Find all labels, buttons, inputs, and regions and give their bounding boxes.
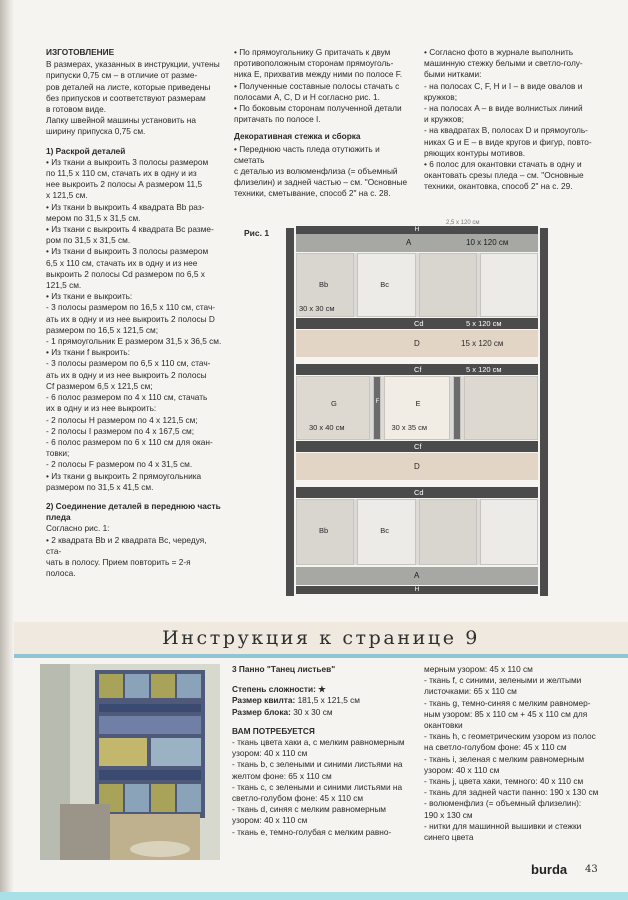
text-line: • Из ткани b выкроить 4 квадрата Bb раз-	[46, 201, 205, 212]
text-line: - 2 полосы H размером по 4 х 121,5 см;	[46, 414, 198, 425]
text-line: • Из ткани a выкроить 3 полосы размером	[46, 156, 209, 167]
text-line: Cf размером 6,5 х 121,5 см;	[46, 380, 153, 391]
strip-h-bottom: H	[296, 586, 538, 594]
materials-line: - ткань i, зеленая с мелким равномерным	[424, 753, 585, 764]
strip-i-left	[286, 228, 294, 596]
text-line: товки;	[46, 448, 70, 459]
strip-h-top: H	[296, 226, 538, 234]
text-line: ать их в одну и из нее выкроить 2 полосы	[46, 369, 207, 380]
text-line: • 2 квадрата Bb и 2 квадрата Bc, чередуя, ста-	[46, 534, 207, 556]
panel-photo	[40, 664, 220, 860]
instructions-column-3	[424, 47, 604, 193]
text-line: • Из ткани e выкроить:	[46, 291, 133, 302]
divider-bar	[14, 654, 628, 658]
instructions-column-2	[234, 47, 410, 200]
materials-line: узором: 40 х 110 см	[232, 748, 308, 759]
materials-line: желтом фоне: 65 х 110 см	[232, 770, 332, 781]
text-line: притачать по полосе I.	[234, 114, 321, 125]
materials-line: - ткань f, с синими, зелеными и желтыми	[424, 675, 582, 686]
text-line: - на полосах C, F, H и I – в виде овалов и	[424, 80, 583, 91]
text-line: с деталью из волюменфлиза (= объемный	[234, 166, 398, 177]
text-line: - 1 прямоугольник E размером 31,5 х 36,5 см.	[46, 336, 222, 347]
text-line: чать в полосу. Прием повторить = 2-я полоса.	[46, 556, 191, 579]
text-line: быми нитками:	[424, 69, 482, 80]
rectangle-g	[464, 376, 538, 440]
text-line: - 3 полосы размером по 6,5 х 110 см, стач-	[46, 358, 211, 369]
cutting-heading: 1) Раскрой деталей	[46, 145, 126, 156]
figure-label: Рис. 1	[244, 228, 270, 238]
quilting-heading: Декоративная стежка и сборка	[234, 131, 361, 142]
block-bc	[480, 253, 538, 317]
difficulty-label: Степень сложности:	[232, 684, 316, 695]
text-line: В размерах, указанных в инструкции, учтены	[46, 59, 220, 70]
rectangle-g-size: 30 х 40 см	[309, 423, 345, 432]
text-line: размером по 16,5 х 121,5 см;	[46, 324, 159, 335]
materials-line: - ткань цвета хаки a, с мелким равномерным	[232, 737, 405, 748]
materials-line: - ткань c, с зелеными и синими листьями на	[232, 781, 403, 792]
strip-f-label: F	[375, 399, 380, 405]
strip-a-top	[296, 234, 538, 252]
block-bc-label: Bc	[380, 280, 390, 289]
materials-line: - волюменфлиз (= объемный флизелин):	[424, 798, 582, 809]
strip-cf-top	[296, 364, 538, 375]
text-line: - на полосах A – в виде волнистых линий	[424, 103, 583, 114]
section-title: Инструкция к странице 9	[162, 627, 480, 649]
materials-line: мерным узором: 45 х 110 см	[424, 664, 533, 674]
text-line: • Переднюю часть пледа отутюжить и сметать	[234, 143, 380, 165]
block-bb-label: Bb	[319, 526, 329, 535]
instructions-column-1	[46, 47, 222, 579]
text-line: х 121,5 см.	[46, 190, 88, 201]
strip-a-size: 10 х 120 см	[466, 238, 509, 247]
strip-cf-label: Cf	[414, 442, 422, 451]
text-line: без припусков и соответствуют размерам	[46, 92, 206, 103]
text-line: по 11,5 х 110 см, стачать их в одну и из	[46, 168, 197, 179]
strip-f	[453, 376, 461, 440]
materials-line: на светло-голубом фоне: 45 х 110 см	[424, 742, 567, 753]
bottom-color-strip	[0, 892, 628, 900]
block-bc-label: Bc	[380, 526, 390, 535]
panel-title: 3 Панно "Танец листьев"	[232, 664, 336, 674]
materials-line: ным узором: 85 х 110 см + 45 х 110 см для	[424, 708, 588, 719]
materials-line: узором: 40 х 110 см	[424, 764, 500, 775]
block-size-label: Размер блока:	[232, 706, 291, 717]
text-line: - 6 полос размером по 6 х 110 см для окан-	[46, 436, 213, 447]
block-bb	[296, 253, 354, 317]
rectangle-g	[296, 376, 370, 440]
materials-line: - нитки для машинной вышивки и стежки	[424, 820, 582, 831]
materials-line: синего цвета	[424, 832, 474, 843]
text-line: техники, сметывание, способ 2" на с. 28.	[234, 188, 391, 199]
strip-cd-size: 5 х 120 см	[466, 319, 502, 328]
section-title-bar	[14, 622, 628, 654]
text-line: ров деталей на листе, которые приведены	[46, 81, 211, 92]
strip-d-size: 15 х 120 см	[461, 339, 504, 348]
strip-cd-bottom	[296, 487, 538, 498]
text-line: в готовом виде.	[46, 104, 107, 115]
text-line: окантовать срезы пледа – см. "Основные	[424, 170, 584, 181]
text-line: припуски 0,75 см – в отличие от разме-	[46, 70, 198, 81]
machine-note	[46, 115, 222, 137]
block-row-1	[296, 253, 538, 317]
text-line: техники, окантовка, способ 2" на с. 29.	[424, 181, 573, 192]
text-line: никах G и E – в виде кругов и фигур, повто-	[424, 136, 592, 147]
strip-d-label: D	[414, 462, 420, 471]
text-line: Согласно рис. 1:	[46, 523, 110, 534]
text-line: Лапку швейной машины установить на	[46, 115, 196, 126]
strip-d-top	[296, 330, 538, 357]
strip-cf-size: 5 х 120 см	[466, 365, 502, 374]
text-line: флизелин) и задней частью – см. "Основные	[234, 177, 408, 188]
materials-line: - ткань h, с геометрическим узором из полос	[424, 731, 596, 742]
difficulty-row	[232, 684, 416, 695]
block-size-row	[232, 707, 416, 718]
block-bc	[357, 499, 415, 565]
strip-i-right	[540, 228, 548, 596]
text-line: ряющих контуры мотивов.	[424, 147, 526, 158]
materials-list-1	[232, 737, 416, 838]
text-line: • 6 полос для окантовки стачать в одну и	[424, 159, 582, 170]
panel-photo-illustration	[40, 664, 220, 860]
materials-line: - ткань d, синяя с мелким равномерным	[232, 804, 387, 815]
text-line: 6,5 х 110 см, стачать их в одну и из нее	[46, 257, 198, 268]
text-line: • Полученные составные полосы стачать с	[234, 80, 400, 91]
text-line: ширину припуска 0,75 см.	[46, 126, 146, 137]
materials-line: - ткань для задней части панно: 190 х 130 см	[424, 787, 599, 798]
materials-line: узором: 40 х 110 см	[232, 815, 308, 826]
rectangle-g-label: G	[331, 399, 337, 408]
text-line: мером по 31,5 х 31,5 см.	[46, 212, 141, 223]
text-line: противоположным сторонам прямоуголь-	[234, 58, 394, 69]
text-line: - 2 полосы F размером по 4 х 31,5 см.	[46, 459, 193, 470]
text-line: • Из ткани g выкроить 2 прямоугольника	[46, 470, 202, 481]
materials-heading: ВАМ ПОТРЕБУЕТСЯ	[232, 725, 315, 736]
difficulty-star: ★	[318, 684, 326, 695]
text-line: их в одну и из нее выкроить:	[46, 403, 157, 414]
page-number: 43	[585, 864, 598, 875]
materials-line: - ткань g, темно-синяя с мелким равномер-	[424, 697, 591, 708]
strip-cf-label: Cf	[414, 365, 422, 374]
materials-line: - ткань j, цвета хаки, темного: 40 х 110 см	[424, 776, 584, 787]
rectangle-e-size: 30 х 35 см	[391, 423, 428, 432]
text-line: • Согласно фото в журнале выполнить	[424, 47, 574, 57]
quilt-diagram	[286, 218, 540, 598]
block-bc	[357, 253, 415, 317]
block-bb	[419, 499, 477, 565]
joining-text	[46, 523, 222, 579]
block-size-label: 30 х 30 см	[299, 304, 335, 313]
cutting-list	[46, 157, 222, 493]
joining-heading: 2) Соединение деталей в переднюю часть	[46, 500, 221, 511]
block-bb	[419, 253, 477, 317]
materials-line: светло-голубом фоне: 45 х 110 см	[232, 793, 364, 804]
quilt-size-row	[232, 695, 416, 706]
text-line: - на квадратах B, полосах D и прямоуголь-	[424, 125, 588, 136]
materials-column-2	[424, 664, 604, 843]
materials-line: окантовки	[424, 720, 463, 731]
materials-line: 190 х 130 см	[424, 809, 473, 820]
strip-cd-top	[296, 318, 538, 329]
top-dimension: 2,5 х 120 см	[446, 220, 480, 226]
intro-text	[46, 59, 222, 115]
section-heading: ИЗГОТОВЛЕНИЕ	[46, 47, 115, 57]
text-line: - 3 полосы размером по 16,5 х 110 см, стач-	[46, 302, 216, 313]
block-bb-label: Bb	[319, 280, 329, 289]
strip-a-label: A	[414, 571, 420, 580]
strip-a-label: A	[406, 238, 412, 247]
rectangle-e	[384, 376, 449, 440]
page-binding-shadow	[0, 0, 14, 900]
quilt-size-value: 181,5 х 121,5 см	[297, 695, 361, 706]
materials-line: листочками: 65 х 110 см	[424, 686, 517, 697]
materials-line: - ткань e, темно-голубая с мелким равно-	[232, 826, 392, 837]
burda-logo: burda	[531, 862, 568, 877]
materials-line: - ткань b, с зелеными и синими листьями на	[232, 759, 403, 770]
text-line: - 2 полосы I размером по 4 х 167,5 см;	[46, 425, 194, 436]
text-line: 121,5 см.	[46, 280, 82, 291]
text-line: и кружков;	[424, 114, 464, 125]
text-line: ать их в одну и из нее выкроить 2 полосы D	[46, 313, 215, 324]
text-line: • По боковым сторонам полученной детали	[234, 103, 402, 114]
block-size-value: 30 х 30 см	[293, 706, 333, 717]
text-line: машинную стежку белыми и светло-голу-	[424, 58, 583, 69]
text-line: ром по 31,5 х 31,5 см.	[46, 235, 131, 246]
text-line: нее выкроить 2 полосы А размером 11,5	[46, 179, 203, 190]
text-line: • Из ткани c выкроить 4 квадрата Bc разме-	[46, 224, 214, 235]
joining-heading-cont: пледа	[46, 512, 71, 523]
strip-f	[373, 376, 381, 440]
text-line: • Из ткани f выкроить:	[46, 347, 130, 358]
strip-d-label: D	[414, 339, 420, 348]
strip-a-bottom	[296, 567, 538, 585]
joining-continued	[234, 47, 410, 125]
strip-d-bottom	[296, 453, 538, 480]
text-line: ника E, прихватив между ними по полосе F.	[234, 69, 403, 80]
block-row-middle	[296, 376, 538, 440]
quilting-text	[234, 144, 410, 200]
block-row-2	[296, 499, 538, 565]
text-line: • По прямоугольнику G притачать к двум	[234, 47, 391, 57]
materials-column-1	[232, 664, 416, 838]
text-line: кружков;	[424, 91, 457, 102]
text-line: выкроить 2 полосы Cd размером по 6,5 х	[46, 268, 205, 279]
text-line: • Из ткани d выкроить 3 полосы размером	[46, 246, 209, 257]
text-line: размером по 31,5 х 41,5 см.	[46, 481, 154, 492]
strip-cf-bottom	[296, 441, 538, 452]
text-line: полосами A, C, D и H согласно рис. 1.	[234, 91, 380, 102]
text-line: - 6 полос размером по 4 х 110 см, стачать	[46, 392, 208, 403]
strip-cd-label: Cd	[414, 488, 424, 497]
rectangle-e-label: E	[415, 399, 421, 408]
quilt-size-label: Размер квилта:	[232, 695, 296, 706]
block-bc	[480, 499, 538, 565]
block-bb	[296, 499, 354, 565]
strip-cd-label: Cd	[414, 319, 424, 328]
